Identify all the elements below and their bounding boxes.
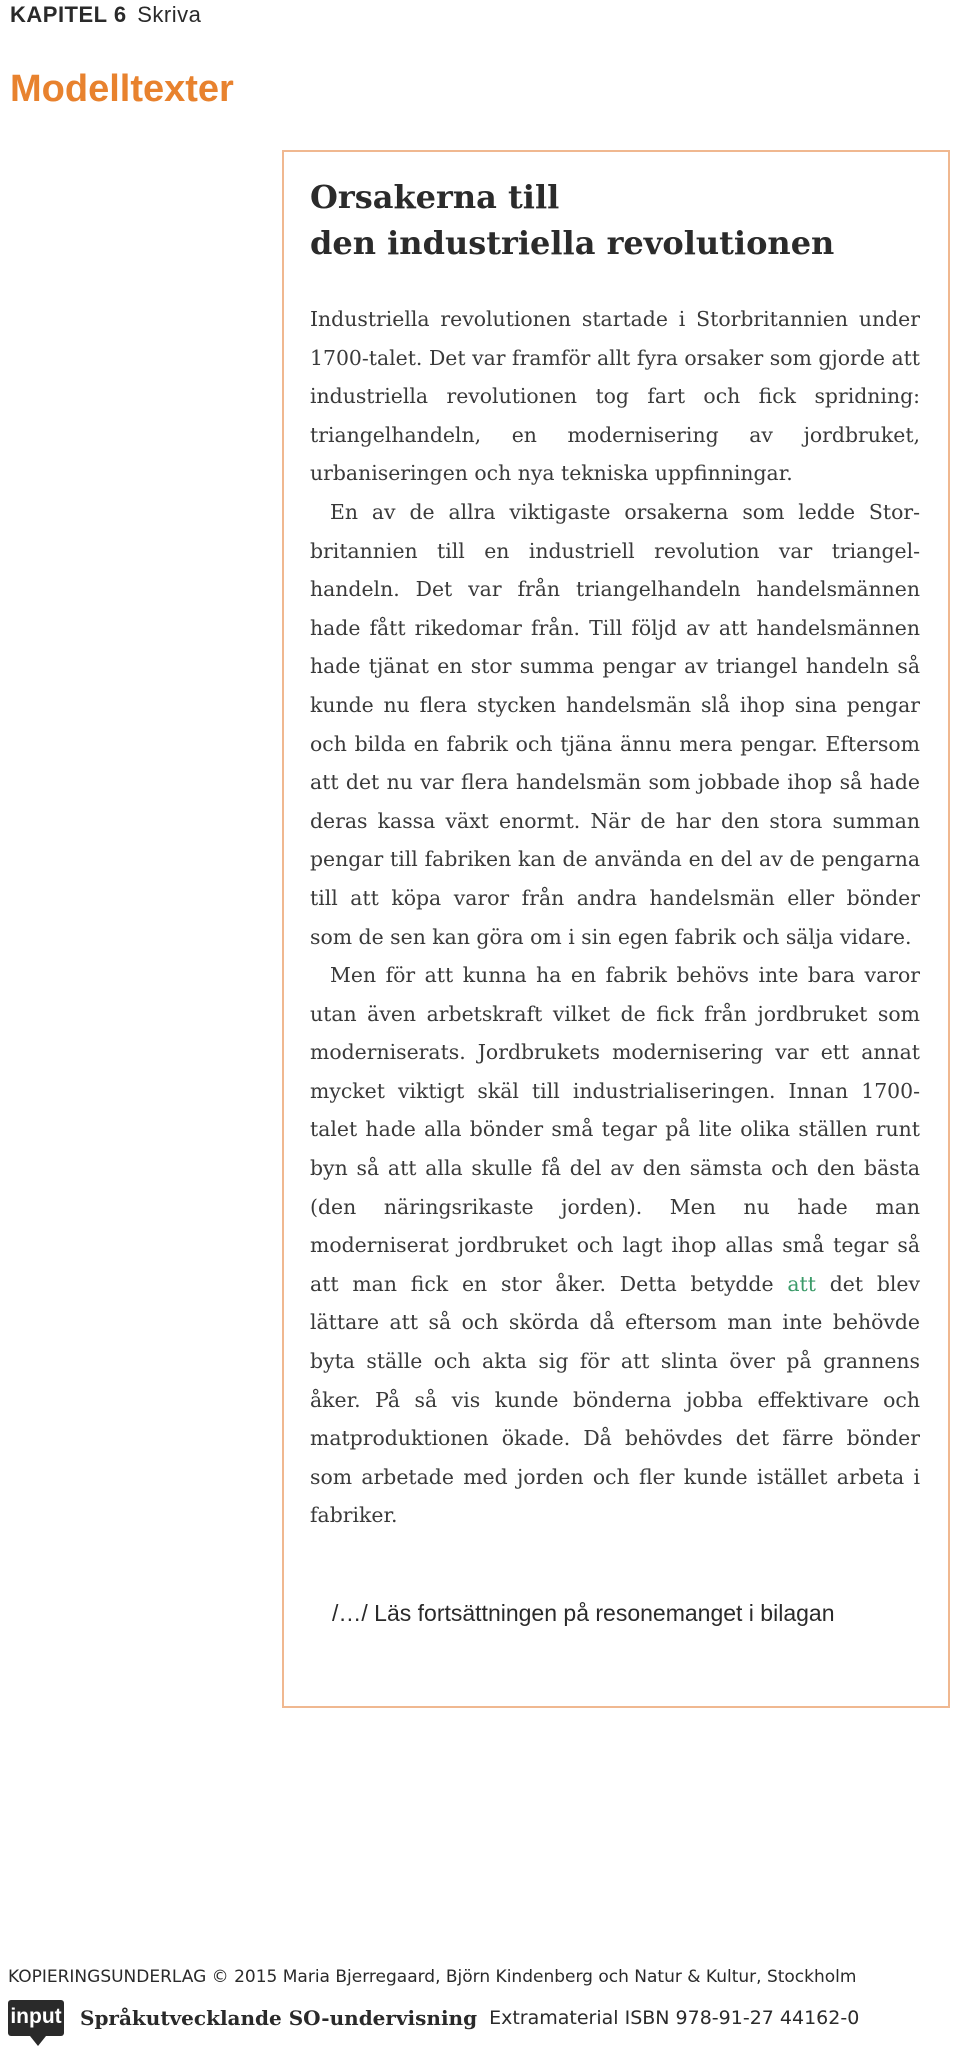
footer-brand [8, 2000, 859, 2036]
highlighted-word: att [787, 1271, 816, 1296]
paragraph-3-text-b: det blev lättare att så och skörda då eftersom man inte behövde byta ställe och akta sig för att slinta över på grannens åker. På så vis kunde bönderna jobba effektivare och matproduktionen ökade. Då behövdes det färre bönder som arbetade med jorden och fler kunde istället arbeta i fabriker. [310, 1271, 920, 1528]
chapter-name: Skriva [137, 2, 202, 27]
chapter-number: KAPITEL 6 [10, 2, 127, 27]
section-title: Modelltexter [10, 68, 234, 110]
paragraph-1: Industriella revolutionen startade i Storbritannien under 1700-talet. Det var framför allt fyra orsaker som gjorde att industriella revolutionen tog fart och fick spridning: triangelhandeln, en modernisering av jordbruket, urbaniseringen och nya tekniska uppfinningar. [310, 307, 920, 486]
book-title: Språkutvecklande SO-undervisning [80, 2006, 478, 2030]
model-text-box [282, 150, 950, 1708]
footer-copyright: KOPIERINGSUNDERLAG © 2015 Maria Bjerregaard, Björn Kindenberg och Natur & Kultur, Stockholm [8, 1967, 857, 1987]
article-title-line-2: den industriella revolutionen [310, 224, 835, 262]
chapter-header [10, 2, 201, 28]
article-body [310, 300, 920, 1535]
article-title [310, 174, 834, 266]
continuation-note: /…/ Läs fortsättningen på resonemanget i bilagan [332, 1600, 835, 1626]
paragraph-3 [310, 956, 920, 1535]
isbn-info: Extramaterial ISBN 978-91-27 44162-0 [489, 2007, 860, 2029]
article-title-line-1: Orsakerna till [310, 178, 560, 216]
input-logo-icon: input [8, 2000, 64, 2036]
paragraph-3-text-a: Men för att kunna ha en fabrik behövs inte bara varor utan även arbetskraft vilket de fick från jordbruket som moderniserats. Jordbrukets modernisering var ett annat mycket viktigt skäl till industrialiseringen. Innan 1700-talet hade alla bönder små tegar på lite olika ställen runt byn så att alla skulle få del av den sämsta och den bästa (den näringsrikaste jorden). Men nu hade man moderniserat jordbruket och lagt ihop allas små tegar så att man fick en stor åker. Detta betydde [310, 963, 920, 1296]
paragraph-2: En av de allra viktigaste orsakerna som ledde Storbritannien till en industriell revolution var triangelhandeln. Det var från triangelhandeln handelsmännen hade fått rikedomar från. Till följd av att handelsmännen hade tjänat en stor summa pengar av triangel handeln så kunde nu flera stycken handelsmän slå ihop sina pengar och bilda en fabrik och tjäna ännu mera pengar. Eftersom att det nu var flera handelsmän som jobbade ihop så hade deras kassa växt enormt. När de har den stora summan pengar till fabriken kan de använda en del av de pengarna till att köpa varor från andra handelsmän eller bönder som de sen kan göra om i sin egen fabrik och sälja vidare. [310, 499, 920, 949]
